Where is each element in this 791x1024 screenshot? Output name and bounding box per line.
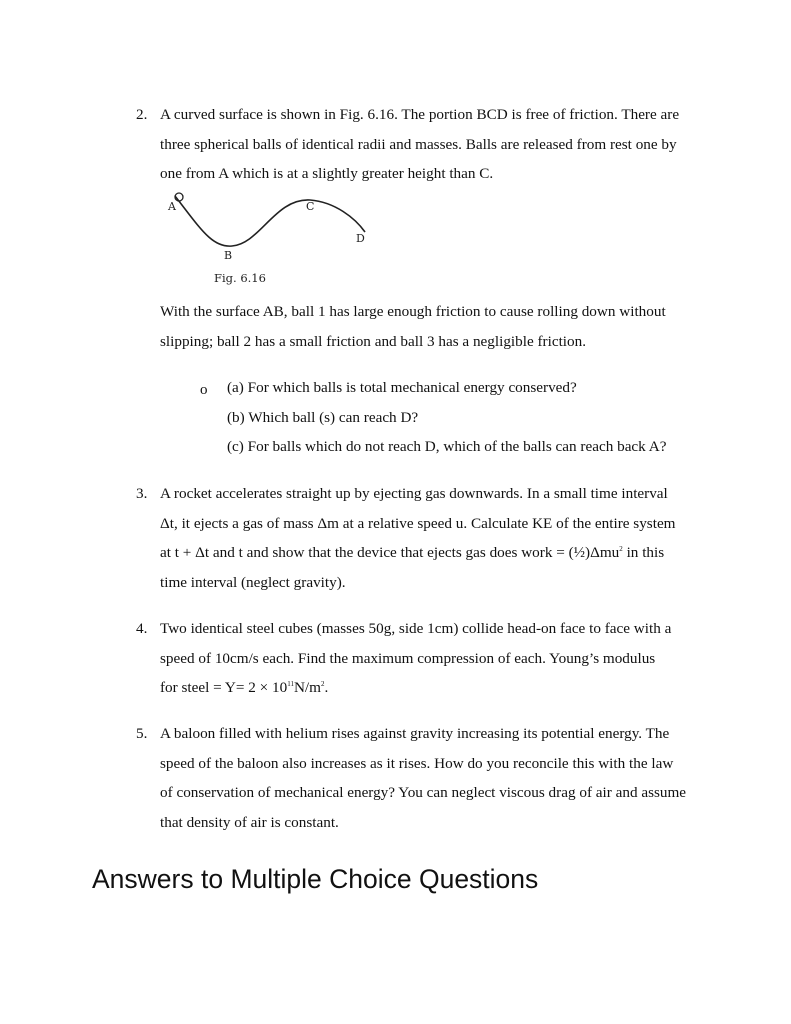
label-a: A <box>168 200 176 213</box>
superscript: 11 <box>287 680 294 688</box>
question-number: 5. <box>136 725 148 742</box>
superscript: 2 <box>320 680 325 688</box>
section-heading: Answers to Multiple Choice Questions <box>92 864 539 894</box>
question-number: 4. <box>136 620 148 637</box>
question-2-subparts <box>227 373 666 462</box>
question-5 <box>136 719 706 837</box>
text-line: speed of the baloon also increases as it rises. How do you reconcile this with the law <box>160 754 674 772</box>
question-4 <box>136 614 706 703</box>
question-text <box>160 719 706 837</box>
text-line <box>160 673 706 703</box>
question-text <box>160 479 706 597</box>
figure-caption: Fig. 6.16 <box>214 271 266 285</box>
subpart-b: (b) Which ball (s) can reach D? <box>227 408 419 426</box>
text-line: A baloon filled with helium rises against gravity increasing its potential energy. The <box>160 725 670 742</box>
question-3 <box>136 479 706 597</box>
text-line: Two identical steel cubes (masses 50g, side 1cm) collide head-on face to face with a <box>160 620 672 637</box>
text-line: speed of 10cm/s each. Find the maximum compression of each. Young’s modulus <box>160 649 656 667</box>
text-line: slipping; ball 2 has a small friction and ball 3 has a negligible friction. <box>160 332 586 350</box>
label-d: D <box>356 232 365 245</box>
superscript: 2 <box>619 545 623 553</box>
text-line: Δt, it ejects a gas of mass Δm at a relative speed u. Calculate KE of the entire system <box>160 514 676 532</box>
question-text <box>160 100 706 189</box>
text-line: of conservation of mechanical energy? You can neglect viscous drag of air and assume <box>160 784 687 801</box>
curved-surface-diagram <box>160 188 390 288</box>
text-segment: at t + Δt and t and show that the device that ejects gas does work = (½)Δmu <box>160 544 620 561</box>
text-segment: in this <box>622 544 665 561</box>
question-2-continued <box>160 297 720 356</box>
text-segment: N/m <box>293 679 321 696</box>
text-line: one from A which is at a slightly greater height than C. <box>160 165 494 182</box>
text-line <box>160 538 706 568</box>
figure-6-16 <box>160 188 390 288</box>
text-line: A rocket accelerates straight up by ejecting gas downwards. In a small time interval <box>160 485 668 502</box>
text-segment: for steel = Y= 2 × 10 <box>160 679 288 696</box>
curved-surface-path <box>175 196 365 246</box>
label-b: B <box>224 249 233 262</box>
bullet-marker: o <box>200 382 208 398</box>
text-line: that density of air is constant. <box>160 813 339 831</box>
text-line: time interval (neglect gravity). <box>160 573 346 591</box>
question-number: 2. <box>136 106 148 123</box>
text-segment: . <box>324 679 329 696</box>
text-line: three spherical balls of identical radii and masses. Balls are released from rest one by <box>160 135 677 153</box>
subpart-c: (c) For balls which do not reach D, which of the balls can reach back A? <box>227 438 667 455</box>
question-number: 3. <box>136 485 148 502</box>
text-line: With the surface AB, ball 1 has large enough friction to cause rolling down without <box>160 303 666 320</box>
question-text <box>160 614 706 703</box>
label-c: C <box>306 200 315 213</box>
subpart-a: (a) For which balls is total mechanical energy conserved? <box>227 379 577 396</box>
text-line: A curved surface is shown in Fig. 6.16. The portion BCD is free of friction. There are <box>160 106 680 123</box>
question-2 <box>136 100 706 189</box>
